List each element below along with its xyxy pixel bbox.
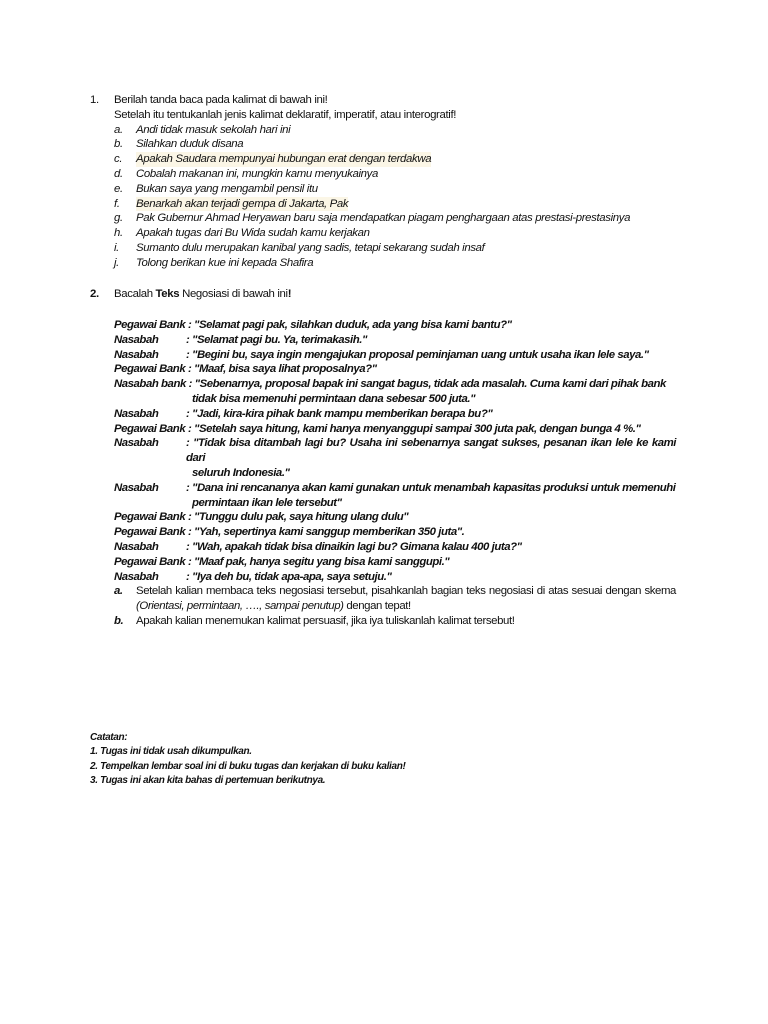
dialog-line: Pegawai Bank : "Tunggu dulu pak, saya hitung ulang dulu" bbox=[114, 511, 409, 524]
notes-title: Catatan: bbox=[90, 732, 128, 743]
dialog-line: Nasabah : "Wah, apakah tidak bisa dinaikin lagi bu? Gimana kalau 400 juta?" bbox=[114, 540, 522, 553]
dialog-line: Nasabah : "Iya deh bu, tidak apa-apa, saya setuju." bbox=[114, 570, 392, 583]
note-item: 2. Tempelkan lembar soal ini di buku tugas dan kerjakan di buku kalian! bbox=[90, 760, 406, 772]
question-number: 2. bbox=[90, 288, 99, 300]
list-item: j. Tolong berikan kue ini kepada Shafira bbox=[114, 256, 314, 269]
task-item: a. Setelah kalian membaca teks negosiasi tersebut, pisahkanlah bagian teks negosiasi di atas sesuai dengan skema (Orientasi, permintaan, …., sampai penutup) dengan tepat! bbox=[114, 585, 676, 612]
speaker-label: Nasabah bbox=[114, 407, 159, 420]
speaker-label: Pegawai Bank bbox=[114, 363, 186, 376]
task-item: b. Apakah kalian menemukan kalimat persuasif, jika iya tuliskanlah kalimat tersebut! bbox=[114, 614, 515, 627]
notes-section bbox=[90, 731, 490, 788]
instruction-text: Bacalah Teks Negosiasi di bawah ini! bbox=[114, 288, 292, 300]
dialog-line: Nasabah : "Tidak bisa ditambah lagi bu? Usaha ini sebenarnya sangat sukses, pesanan ikan lele ke kami dari bbox=[114, 437, 676, 465]
dialog-line: Pegawai Bank : "Setelah saya hitung, kami hanya menyanggupi sampai 300 juta pak, dengan bunga 4 %." bbox=[114, 422, 641, 435]
dialog-line: Pegawai Bank : "Maaf, bisa saya lihat proposalnya?" bbox=[114, 363, 377, 376]
list-item: c. Apakah Saudara mempunyai hubungan erat dengan terdakwa bbox=[114, 153, 432, 166]
dialog-continuation: tidak bisa memenuhi permintaan dana sebesar 500 juta." bbox=[192, 392, 476, 405]
dialog-line: Nasabah bank : "Sebenarnya, proposal bapak ini sangat bagus, tidak ada masalah. Cuma kami dari pihak bank bbox=[114, 378, 666, 391]
dialog-line: Nasabah : "Selamat pagi bu. Ya, terimakasih." bbox=[114, 333, 367, 346]
question-1 bbox=[90, 93, 690, 271]
dialog-line: Pegawai Bank : "Maaf pak, hanya segitu yang bisa kami sanggupi." bbox=[114, 555, 450, 568]
speaker-label: Pegawai Bank bbox=[114, 422, 186, 435]
dialog-line: Nasabah : "Dana ini rencananya akan kami gunakan untuk menambah kapasitas produksi untuk memenuhi bbox=[114, 481, 676, 494]
list-item: b. Silahkan duduk disana bbox=[114, 138, 244, 151]
speaker-label: Nasabah bank bbox=[114, 378, 186, 391]
instruction-line-1: Berilah tanda baca pada kalimat di bawah ini! bbox=[114, 94, 328, 106]
list-item: a. Andi tidak masuk sekolah hari ini bbox=[114, 123, 291, 136]
dialog-continuation: seluruh Indonesia." bbox=[192, 466, 290, 479]
dialog-continuation: permintaan ikan lele tersebut" bbox=[192, 496, 342, 509]
speaker-label: Pegawai Bank bbox=[114, 526, 186, 539]
speaker-label: Nasabah bbox=[114, 437, 159, 450]
speaker-label: Nasabah bbox=[114, 333, 159, 346]
speaker-label: Pegawai Bank bbox=[114, 319, 186, 331]
speaker-label: Nasabah bbox=[114, 540, 159, 553]
list-item: i. Sumanto dulu merupakan kanibal yang sadis, tetapi sekarang sudah insaf bbox=[114, 241, 485, 254]
question-number: 1. bbox=[90, 94, 99, 106]
list-item: d. Cobalah makanan ini, mungkin kamu menyukainya bbox=[114, 167, 378, 180]
list-item: h. Apakah tugas dari Bu Wida sudah kamu kerjakan bbox=[114, 227, 370, 240]
sentence-list bbox=[90, 123, 690, 271]
speaker-label: Nasabah bbox=[114, 481, 159, 494]
list-item: g. Pak Gubernur Ahmad Heryawan baru saja mendapatkan piagam penghargaan atas prestasi-prestasinya bbox=[114, 212, 631, 225]
speaker-label: Nasabah bbox=[114, 348, 159, 361]
list-item: f. Benarkah akan terjadi gempa di Jakarta, Pak bbox=[114, 197, 349, 210]
speaker-label: Pegawai Bank bbox=[114, 555, 186, 568]
dialog-line: Nasabah : "Begini bu, saya ingin mengajukan proposal peminjaman uang untuk usaha ikan lele saya." bbox=[114, 348, 649, 361]
negotiation-dialog bbox=[114, 318, 676, 584]
dialog-line: Pegawai Bank : "Selamat pagi pak, silahkan duduk, ada yang bisa kami bantu?" bbox=[114, 319, 512, 331]
speaker-label: Nasabah bbox=[114, 570, 159, 583]
note-item: 3. Tugas ini akan kita bahas di pertemuan berikutnya. bbox=[90, 774, 326, 786]
note-item: 1. Tugas ini tidak usah dikumpulkan. bbox=[90, 746, 252, 758]
task-list bbox=[114, 584, 676, 628]
speaker-label: Pegawai Bank bbox=[114, 511, 186, 524]
question-2 bbox=[90, 287, 690, 302]
dialog-line: Nasabah : "Jadi, kira-kira pihak bank mampu memberikan berapa bu?" bbox=[114, 407, 493, 420]
list-item: e. Bukan saya yang mengambil pensil itu bbox=[114, 182, 318, 195]
instruction-line-2: Setelah itu tentukanlah jenis kalimat deklaratif, imperatif, atau interogratif! bbox=[114, 108, 457, 121]
dialog-line: Pegawai Bank : "Yah, sepertinya kami sanggup memberikan 350 juta". bbox=[114, 526, 465, 539]
